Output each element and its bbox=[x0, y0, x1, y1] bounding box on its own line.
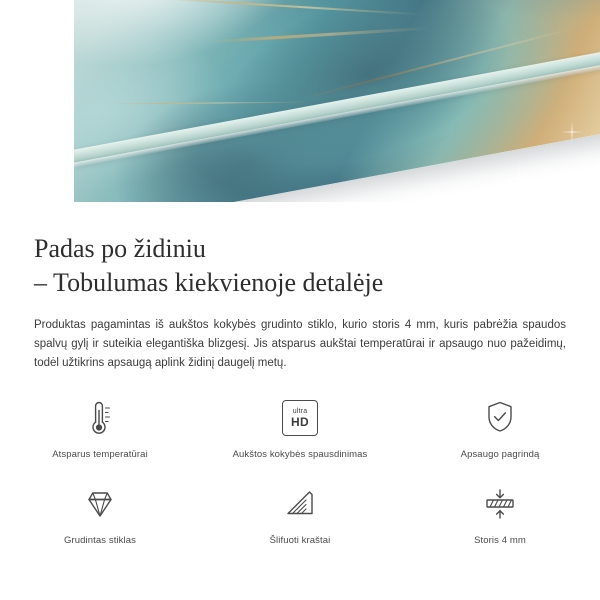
feature-item-temperature-resistant bbox=[0, 392, 200, 468]
hero-mask-left bbox=[0, 0, 74, 218]
content-block bbox=[0, 218, 600, 373]
description-paragraph: Produktas pagamintas iš aukštos kokybės grudinto stiklo, kurio storis 4 mm, kuris pabrėžia spaudos spalvų gylį ir suteikia elegantiška blizgesį. Jis atsparus aukštai temperatūrai ir apsaugo nuo pažeidimų, todėl užtikrins apsaugą aplink židinį daugelį metų. bbox=[34, 319, 566, 369]
hero-image bbox=[0, 0, 600, 218]
ultra-hd-badge-top: ultra bbox=[292, 407, 308, 415]
feature-grid bbox=[0, 392, 600, 554]
feature-item-surface-protection bbox=[400, 392, 600, 468]
feature-label: Apsaugo pagrindą bbox=[460, 449, 540, 460]
feature-label: Aukštos kokybės spausdinimas bbox=[232, 449, 368, 460]
feature-item-print-quality bbox=[200, 392, 400, 468]
shield-check-icon bbox=[480, 396, 520, 440]
sparkle-icon bbox=[496, 156, 542, 202]
feature-label: Storis 4 mm bbox=[474, 535, 526, 546]
sparkle-icon bbox=[530, 172, 560, 202]
feature-label: Grudintas stiklas bbox=[64, 535, 136, 546]
headline-line-2: – Tobulumas kiekvienoje detalėje bbox=[34, 268, 384, 297]
thermometer-icon bbox=[80, 396, 120, 440]
thickness-icon bbox=[478, 482, 522, 526]
ultra-hd-icon bbox=[282, 396, 318, 440]
feature-item-tempered-glass bbox=[0, 478, 200, 554]
page-title bbox=[0, 218, 600, 300]
polished-edge-icon bbox=[278, 482, 322, 526]
ultra-hd-badge-bottom: HD bbox=[291, 414, 309, 429]
headline-line-1: Padas po židiniu bbox=[34, 234, 206, 263]
feature-label: Atsparus temperatūrai bbox=[52, 449, 148, 460]
diamond-icon bbox=[78, 482, 122, 526]
feature-item-thickness bbox=[400, 478, 600, 554]
hero-mask-bottom bbox=[0, 202, 600, 218]
feature-item-polished-edges bbox=[200, 478, 400, 554]
feature-label: Šlifuoti kraštai bbox=[269, 535, 331, 546]
